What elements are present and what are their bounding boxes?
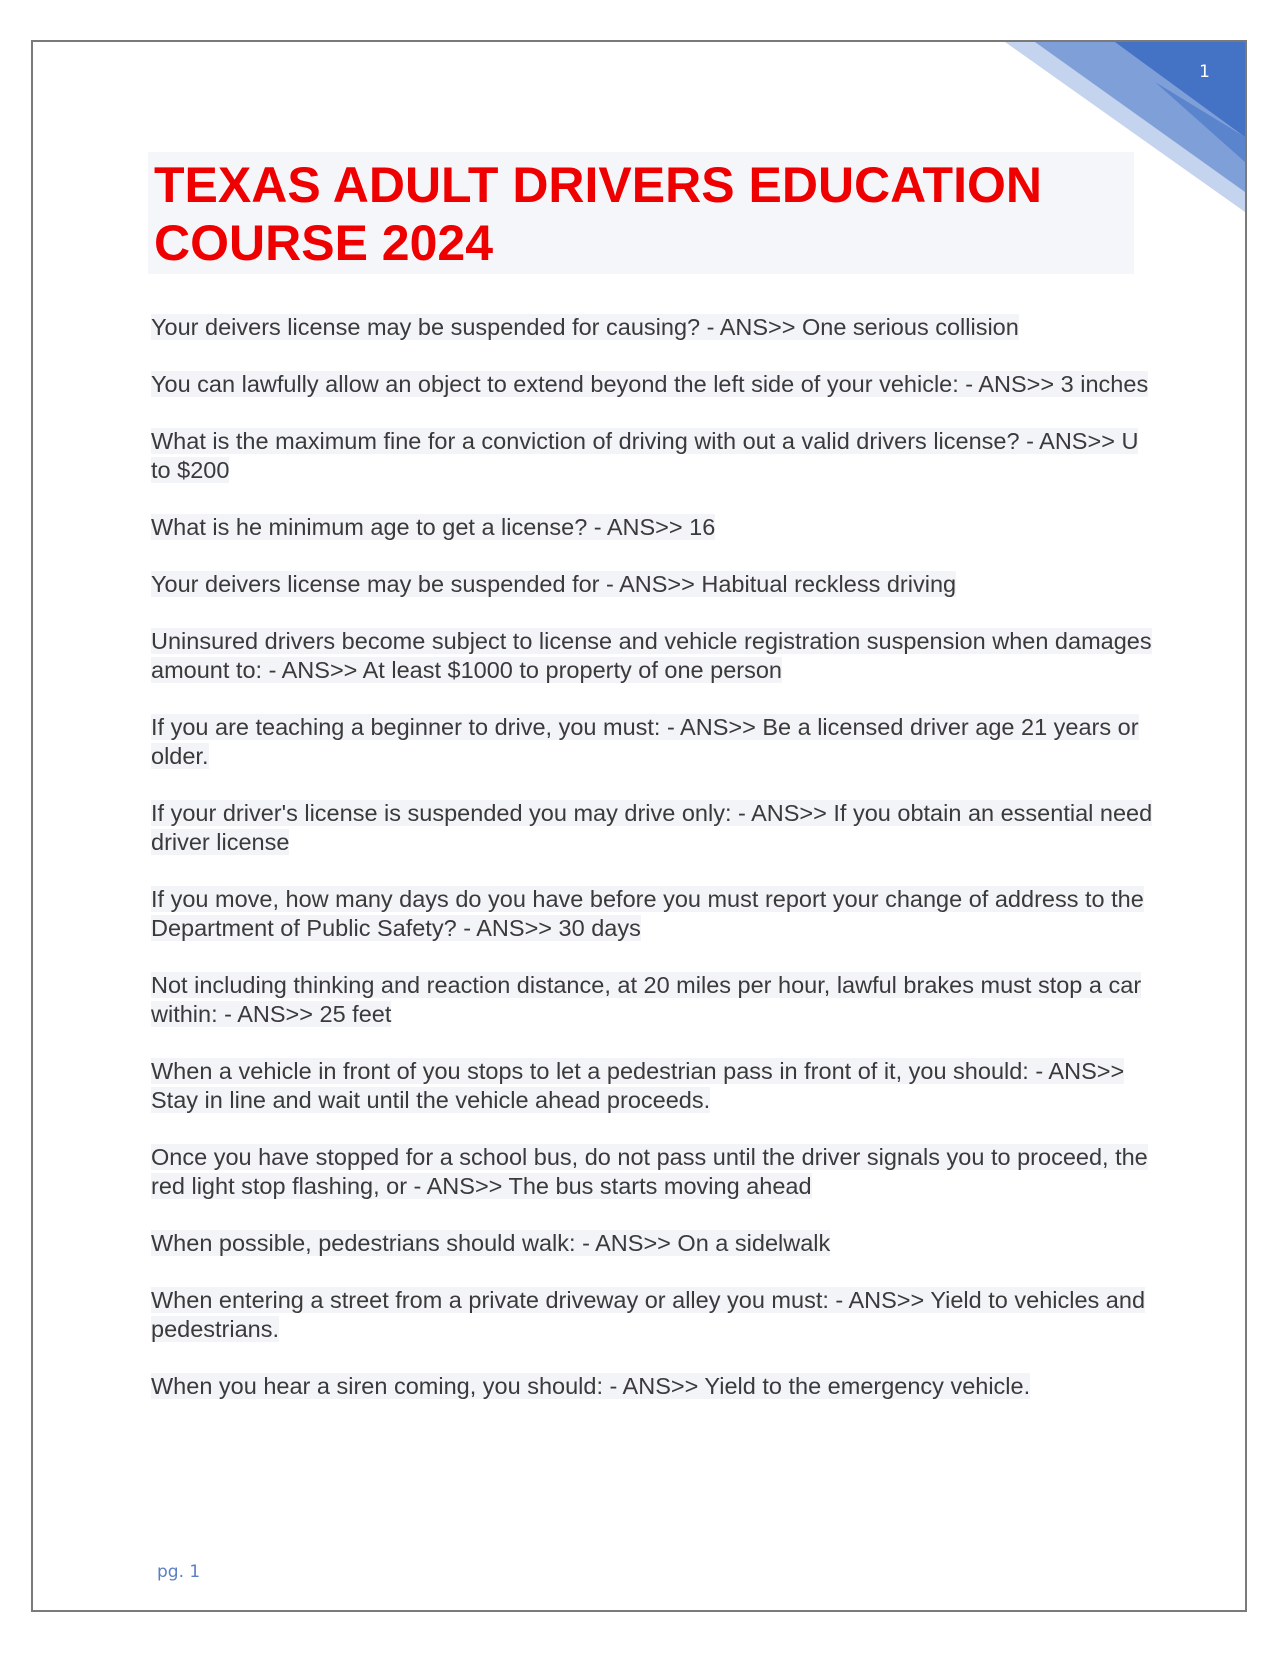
qa-text: When a vehicle in front of you stops to let a pedestrian pass in front of it, you should: - ANS>> Stay in line and wait until the vehicle ahead proceeds. bbox=[151, 1058, 1125, 1113]
qa-item bbox=[151, 971, 1161, 1029]
qa-item bbox=[151, 799, 1161, 857]
qa-text: Your deivers license may be suspended for - ANS>> Habitual reckless driving bbox=[151, 571, 957, 597]
qa-item bbox=[151, 627, 1161, 685]
qa-item bbox=[151, 1143, 1161, 1201]
qa-text: What is he minimum age to get a license? - ANS>> 16 bbox=[151, 514, 716, 540]
qa-item bbox=[151, 513, 1161, 542]
qa-text: What is the maximum fine for a conviction of driving with out a valid drivers license? - ANS>> U to $200 bbox=[151, 428, 1139, 483]
qa-item bbox=[151, 1057, 1161, 1115]
title-line-2: COURSE 2024 bbox=[154, 215, 494, 271]
qa-item bbox=[151, 313, 1161, 342]
qa-item bbox=[151, 885, 1161, 943]
title-line-1: TEXAS ADULT DRIVERS EDUCATION bbox=[154, 157, 1042, 213]
qa-text: If you are teaching a beginner to drive, you must: - ANS>> Be a licensed driver age 21 years or older. bbox=[151, 714, 1139, 769]
qa-text: Not including thinking and reaction distance, at 20 miles per hour, lawful brakes must stop a car within: - ANS>> 25 feet bbox=[151, 972, 1142, 1027]
qa-item bbox=[151, 570, 1161, 599]
document-title bbox=[148, 152, 1134, 274]
qa-text: When possible, pedestrians should walk: - ANS>> On a sidelwalk bbox=[151, 1230, 831, 1256]
qa-text: When you hear a siren coming, you should: - ANS>> Yield to the emergency vehicle. bbox=[151, 1373, 1031, 1399]
qa-text: Your deivers license may be suspended for causing? - ANS>> One serious collision bbox=[151, 314, 1019, 340]
qa-text: If your driver's license is suspended you may drive only: - ANS>> If you obtain an essential need driver license bbox=[151, 800, 1153, 855]
qa-item bbox=[151, 370, 1161, 399]
qa-item bbox=[151, 1372, 1161, 1401]
qa-text: When entering a street from a private driveway or alley you must: - ANS>> Yield to vehicles and pedestrians. bbox=[151, 1287, 1146, 1342]
page-number: 1 bbox=[1199, 62, 1210, 82]
qa-text: Uninsured drivers become subject to license and vehicle registration suspension when damages amount to: - ANS>> At least $1000 to property of one person bbox=[151, 628, 1152, 683]
qa-item bbox=[151, 1286, 1161, 1344]
qa-item bbox=[151, 1229, 1161, 1258]
qa-item bbox=[151, 713, 1161, 771]
qa-text: You can lawfully allow an object to extend beyond the left side of your vehicle: - ANS>> 3 inches bbox=[151, 371, 1149, 397]
document-page bbox=[31, 40, 1247, 1612]
qa-text: Once you have stopped for a school bus, do not pass until the driver signals you to proceed, the red light stop flashing, or - ANS>> The bus starts moving ahead bbox=[151, 1144, 1148, 1199]
qa-text: If you move, how many days do you have before you must report your change of address to the Department of Public Safety? - ANS>> 30 days bbox=[151, 886, 1144, 941]
page-footer: pg. 1 bbox=[157, 1562, 201, 1582]
qa-list bbox=[151, 313, 1161, 1429]
qa-item bbox=[151, 427, 1161, 485]
